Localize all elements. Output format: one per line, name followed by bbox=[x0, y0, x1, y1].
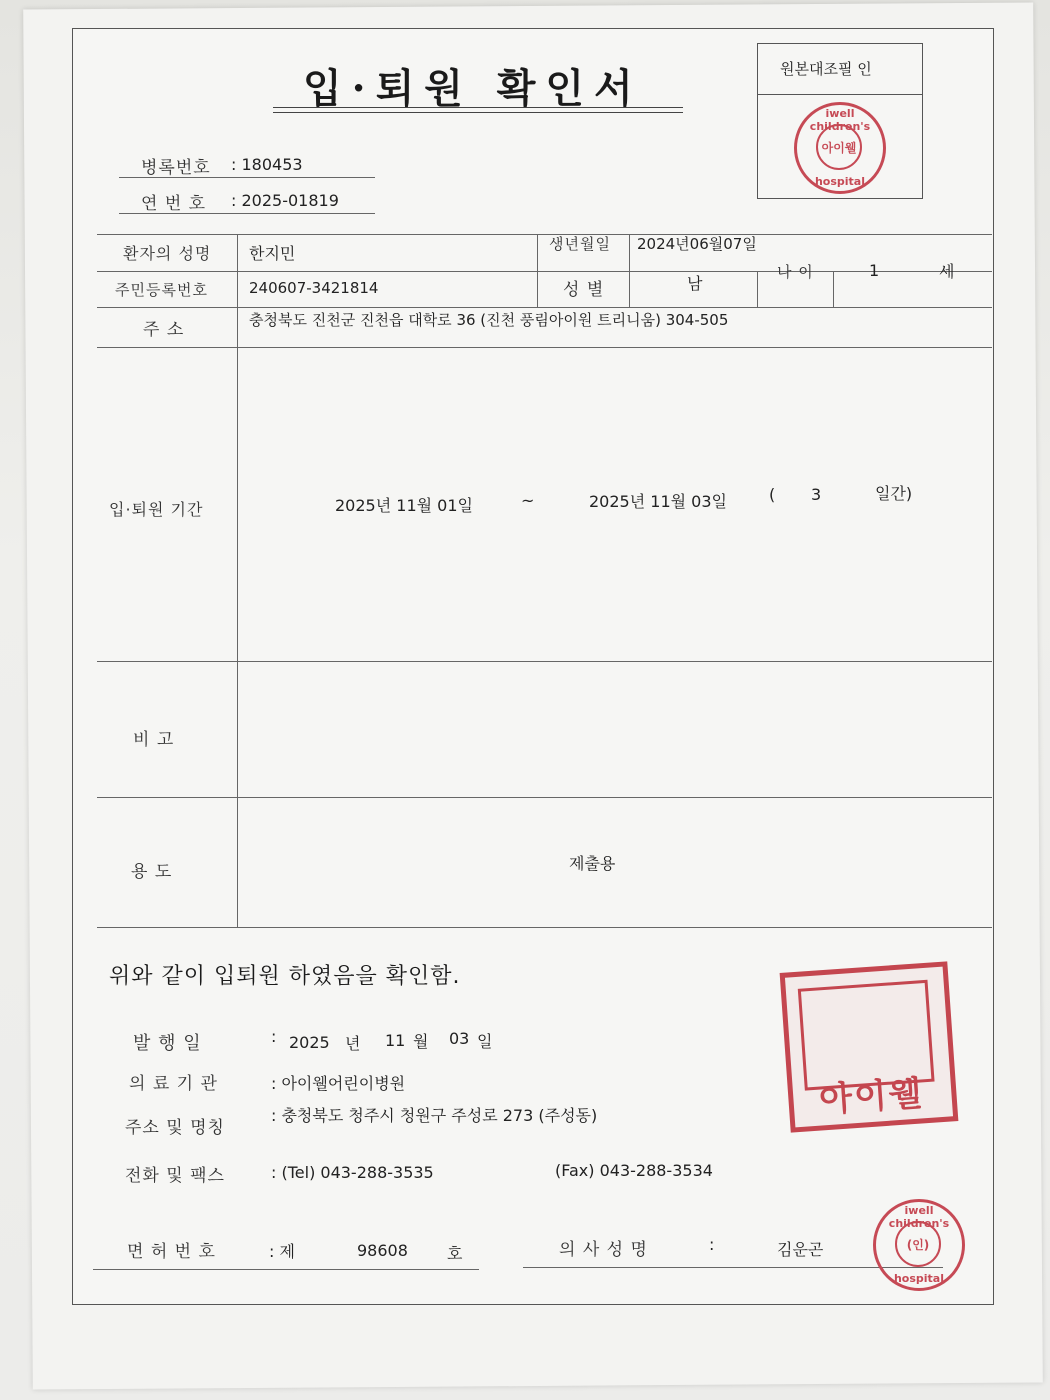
original-verification-box bbox=[757, 43, 923, 199]
tel-value: : (Tel) 043-288-3535 bbox=[271, 1163, 434, 1182]
issue-day: 03 bbox=[449, 1029, 470, 1048]
record-no-label: 병록번호 bbox=[141, 158, 211, 178]
grid-line bbox=[237, 234, 238, 927]
grid-line bbox=[833, 271, 834, 307]
license-underline bbox=[93, 1269, 479, 1270]
seal-inner: (인) bbox=[895, 1221, 941, 1267]
stay-days: 3 bbox=[811, 485, 822, 504]
issuer-address: : 충청북도 청주시 청원구 주성로 273 (주성동) bbox=[271, 1106, 598, 1125]
seal-text-bottom: hospital bbox=[893, 1272, 945, 1285]
document-title: 입·퇴원 확인서 bbox=[303, 65, 643, 112]
grid-line bbox=[97, 271, 992, 272]
stay-paren: ( bbox=[769, 485, 776, 504]
confirmation-statement: 위와 같이 입퇴원 하였음을 확인함. bbox=[109, 964, 461, 989]
title-underline bbox=[273, 112, 683, 113]
license-suffix: 호 bbox=[447, 1244, 463, 1263]
patient-name-label: 환자의 성명 bbox=[123, 244, 212, 263]
license-label: 면 허 번 호 bbox=[127, 1242, 216, 1262]
seal-inner: 아이웰 bbox=[816, 124, 862, 170]
seal-text-bottom: hospital bbox=[814, 175, 866, 188]
remarks-label: 비 고 bbox=[133, 730, 175, 750]
birth-date: 2024년06월07일 bbox=[637, 235, 757, 253]
grid-line bbox=[757, 271, 758, 307]
seal-text-top: iwell children's bbox=[888, 1204, 950, 1230]
fax-value: (Fax) 043-288-3534 bbox=[555, 1161, 713, 1180]
purpose-label: 용 도 bbox=[131, 862, 173, 882]
license-number: 98608 bbox=[357, 1241, 408, 1260]
hospital-round-seal bbox=[794, 102, 886, 194]
original-stamp-label: 원본대조필 인 bbox=[780, 60, 872, 78]
original-verification-header bbox=[758, 44, 922, 95]
hospital-square-seal bbox=[780, 961, 959, 1132]
serial-no-underline bbox=[119, 213, 375, 214]
serial-no-label: 연 번 호 bbox=[141, 194, 207, 214]
rrn-value: 240607-3421814 bbox=[249, 279, 379, 297]
stay-tilde: ~ bbox=[521, 491, 535, 510]
doctor-colon: : bbox=[709, 1235, 715, 1254]
stay-days-unit: 일간) bbox=[875, 484, 913, 503]
age-label: 나 이 bbox=[777, 263, 814, 281]
record-no-value: : 180453 bbox=[231, 155, 303, 174]
sex-label: 성 별 bbox=[563, 280, 605, 300]
grid-line bbox=[97, 797, 992, 798]
issue-day-unit: 일 bbox=[477, 1032, 493, 1051]
serial-no-value: : 2025-01819 bbox=[231, 191, 339, 210]
age-unit: 세 bbox=[939, 262, 955, 281]
stay-start: 2025년 11월 01일 bbox=[335, 496, 473, 515]
issuer-address-label: 주소 및 명칭 bbox=[125, 1118, 225, 1138]
doctor-name: 김운곤 bbox=[777, 1240, 824, 1259]
issue-year: 2025 bbox=[289, 1033, 330, 1052]
grid-line bbox=[97, 927, 992, 928]
license-prefix: : 제 bbox=[269, 1242, 295, 1261]
issue-date-colon: : bbox=[271, 1027, 277, 1046]
institution-label: 의 료 기 관 bbox=[129, 1074, 218, 1094]
patient-name: 한지민 bbox=[249, 244, 296, 263]
phone-fax-label: 전화 및 팩스 bbox=[125, 1166, 225, 1186]
square-seal-text: 아이웰 bbox=[817, 1073, 926, 1121]
admission-discharge-certificate bbox=[72, 28, 994, 1305]
rrn-label: 주민등록번호 bbox=[115, 281, 208, 299]
birth-label: 생년월일 bbox=[549, 235, 611, 253]
doctor-label: 의 사 성 명 bbox=[559, 1240, 648, 1260]
patient-address: 충청북도 진천군 진천읍 대학로 36 (진천 풍림아이원 트리니움) 304-505 bbox=[249, 311, 729, 329]
grid-line bbox=[97, 234, 992, 235]
stay-label: 입·퇴원 기간 bbox=[109, 500, 204, 519]
address-label: 주 소 bbox=[143, 320, 185, 340]
title-underline bbox=[273, 107, 683, 108]
sex-value: 남 bbox=[687, 274, 703, 293]
grid-line bbox=[629, 234, 630, 307]
institution-name: : 아이웰어린이병원 bbox=[271, 1074, 406, 1093]
age-value: 1 bbox=[869, 261, 880, 280]
seal-text-top: iwell children's bbox=[809, 107, 871, 133]
grid-line bbox=[97, 347, 992, 348]
issue-month: 11 bbox=[385, 1031, 406, 1050]
grid-line bbox=[537, 234, 538, 307]
grid-line bbox=[97, 307, 992, 308]
doctor-round-seal bbox=[873, 1199, 965, 1291]
purpose-value: 제출용 bbox=[569, 854, 616, 873]
stay-end: 2025년 11월 03일 bbox=[589, 492, 727, 511]
issue-year-unit: 년 bbox=[345, 1034, 361, 1053]
record-no-underline bbox=[119, 177, 375, 178]
issue-date-label: 발 행 일 bbox=[133, 1033, 202, 1054]
grid-line bbox=[97, 661, 992, 662]
issue-month-unit: 월 bbox=[413, 1032, 429, 1051]
